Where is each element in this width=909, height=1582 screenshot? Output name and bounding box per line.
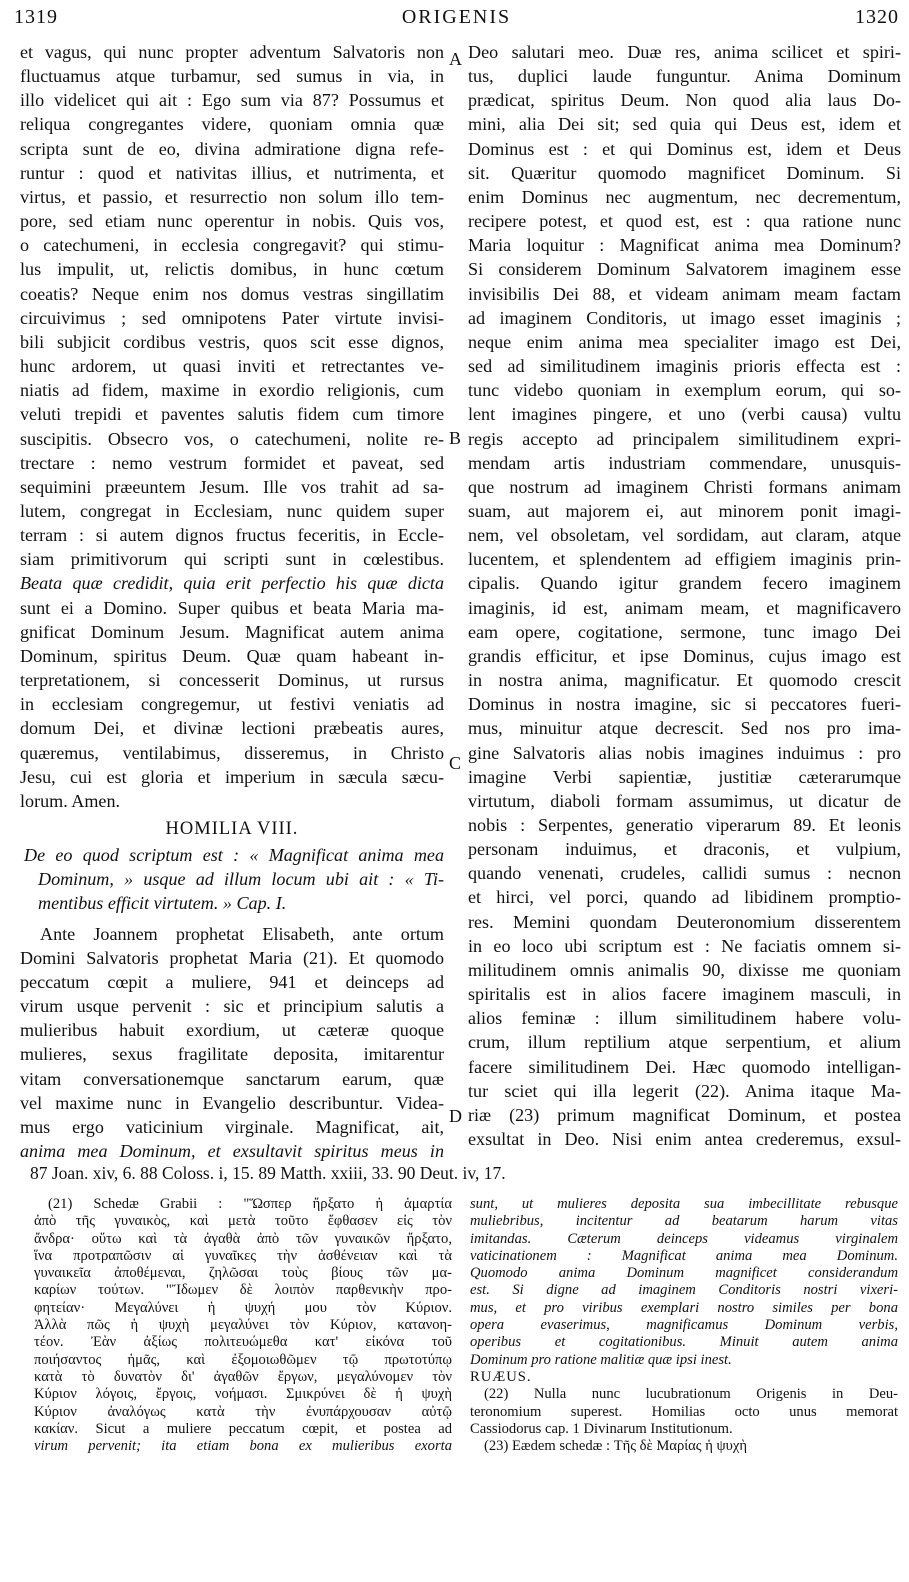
text-line: tur sciet qui illa legerit (22). Anima itaque Ma-	[468, 1080, 901, 1101]
text-line: quæremus, ventilabimus, disseremus, in Christo	[20, 742, 444, 763]
text-line: nobis : Serpentes, generatio viperarum 89. Et leonis	[468, 815, 901, 835]
text-line: invisibilis Dei 88, et videam animam meam factam	[468, 283, 901, 304]
text-line: domum Dei, et divinæ lectioni præbeatis aures,	[20, 718, 444, 739]
text-line: spiritalis est in alios facere imaginem masculi, in	[468, 984, 901, 1005]
text-line: anima mea Dominum, et exsultavit spiritus meus in	[20, 1141, 444, 1162]
text-line: lutem, congregat in Ecclesiam, nunc quidem super	[20, 500, 444, 521]
text-line: riæ (23) primum magnificat Dominum, et postea	[468, 1104, 901, 1125]
text-line: sed ad similitudinem imaginis prioris effecta est :	[468, 356, 901, 377]
text-line: suam, aut majorem ei, aut minorem ponit imagi-	[468, 500, 901, 521]
text-line: mendam artis industriam commendare, unusquis-	[468, 452, 901, 473]
text-line: mus, minuitur atque decrescit. Sed nos pro ima-	[468, 718, 901, 739]
margin-letter-c: C	[449, 753, 462, 773]
text-line: fluctuamus atque turbamur, sed sumus in via, in	[20, 66, 444, 87]
note-line: ἀπὸ τῆς γυναικὸς, καὶ μετὰ τοῦτο ἔφθασεν εἰς τὸν	[34, 1213, 452, 1230]
text-line: suscipitis. Obsecro vos, o catechumeni, nolite re-	[20, 428, 444, 449]
text-line: Maria loquitur : Magnificat anima mea Dominum?	[468, 235, 901, 256]
text-line: mini, alia Dei sit; sed quia qui Deus est, idem et	[468, 114, 901, 135]
page-header	[14, 6, 899, 34]
scripture-footnotes: 87 Joan. xiv, 6. 88 Coloss. i, 15. 89 Matth. xxiii, 33. 90 Deut. iv, 17.	[30, 1163, 506, 1183]
text-line: militudinem omnis animalis 90, dixisse me quoniam	[468, 959, 901, 980]
note-line: Cassiodorus cap. 1 Divinarum Institutionum.	[470, 1420, 733, 1437]
margin-letter-a: A	[449, 49, 462, 69]
text-line: gnificat Dominum Jesum. Magnificat autem anima	[20, 621, 444, 642]
text-line: Si considerem Dominum Salvatorem imaginem esse	[468, 259, 901, 280]
note-line: est. Si digne ad imaginem Conditoris nostri vixeri-	[470, 1282, 898, 1299]
text-line: pore, sed etiam nunc operentur in nobis. Quis vos,	[20, 211, 444, 232]
text-line: Deo salutari meo. Duæ res, anima scilicet et spiri-	[468, 42, 901, 62]
note-line: ποιήσαντος ἡμᾶς, καὶ ἐξομοιωθῶμεν τῷ πρωτοτύπῳ	[34, 1351, 452, 1368]
text-line: nem, vel obsoletam, vel sordidam, aut claram, atque	[468, 525, 901, 546]
text-line: coeatis? Neque enim nos domus vestras singillatim	[20, 283, 444, 304]
column-number-right: 1320	[855, 6, 899, 28]
text-line: mulieres, sexus fragilitate deposita, imitarentur	[20, 1044, 444, 1065]
text-line: lucentem, et splendentem ad effigiem imaginis prin-	[468, 549, 901, 570]
text-line: in nostra anima, magnificatur. Et quomodo crescit	[468, 670, 901, 691]
text-line: lent imagines pingere, et uno (verbi causa) vultu	[468, 404, 901, 425]
text-line: gine Salvatoris alias nobis imagines induimus : pro	[468, 742, 901, 763]
right-column	[468, 40, 901, 1151]
text-line: illo videlicet qui ait : Ego sum via 87? Possumus et	[20, 90, 444, 111]
text-line: Dominus in nostra imagine, sic si peccatores fueri-	[468, 694, 901, 715]
homily-subtitle-line: mentibus efficit virtutem. » Cap. I.	[38, 893, 287, 914]
note-line: ἄνδρα· οὕτω καὶ τὰ ἀγαθὰ ἀπὸ τῶν γυναικῶν ἤρξατο,	[34, 1230, 452, 1247]
note-line: muliebribus, incitentur ad beatarum harum vitas	[470, 1213, 898, 1230]
text-line: mulieribus habuit exordium, ut cæteræ quoque	[20, 1020, 444, 1041]
text-line: grandis efficitur, et ipse Dominus, cujus imago est	[468, 645, 901, 666]
text-line: vitam conversationemque sanctarum earum, quæ	[20, 1068, 444, 1089]
text-line: recipere potest, et quod est, est : qua ratione nunc	[468, 211, 901, 232]
text-line: enim Dominus nec augmentum, nec decrementum,	[468, 186, 901, 207]
text-line: mus ergo vaticinium virginale. Magnificat, ait,	[20, 1116, 444, 1137]
note-line: (21) Schedæ Grabii : "Ὥσπερ ἤρξατο ἡ ἁμαρτία	[48, 1196, 452, 1212]
note-line: sunt, ut mulieres deposita sua imbecillitate rebusque	[470, 1196, 898, 1212]
note-line: φητείαν· Μεγαλύνει ἡ ψυχή μου τὸν Κύριον.	[34, 1299, 452, 1316]
note-line: τέον. Ἐὰν ἀξίως πολιτευώμεθα κατ' εἰκόνα τοῦ	[34, 1334, 452, 1351]
text-line: reliqua congregantes videre, quoniam omnia quæ	[20, 114, 444, 135]
text-line: terram : si autem dignos fructus feceritis, in Eccle-	[20, 525, 444, 546]
notes-left	[34, 1196, 452, 1455]
note-line: Quomodo anima Dominum magnificet considerandum	[470, 1265, 898, 1282]
note-line: virum pervenit; ita etiam bona ex mulieribus exorta	[34, 1438, 452, 1455]
homily-subtitle-line: Dominum, » usque ad illum locum ubi ait : « Ti-	[38, 869, 444, 890]
note-line: Κύριον ἀναλόγως κατὰ τὴν ἐνυπάρχουσαν αὐτῷ	[34, 1403, 452, 1420]
text-line: hunc ardorem, ut quasi inviti et retrectantes ve-	[20, 356, 444, 377]
note-line: Κύριον λόγοις, ἔργοις, νοήμασι. Σμικρύνει δὲ ἡ ψυχὴ	[34, 1386, 452, 1403]
homily-subtitle-line: De eo quod scriptum est : « Magnificat anima mea	[24, 845, 444, 866]
text-line: et hirci, vel porci, quando ad libidinem promptio-	[468, 887, 901, 908]
note-line: (23) Eædem schedæ : Τῆς δὲ Μαρίας ἡ ψυχὴ	[484, 1438, 747, 1455]
margin-letter-b: B	[449, 428, 462, 448]
column-number-left: 1319	[14, 6, 58, 28]
note-line: imitandas. Cæterum deinceps videamus virginalem	[470, 1230, 898, 1247]
note-line: operibus et cogitationibus. Minuit autem anima	[470, 1334, 898, 1351]
text-line: scripta sunt de eo, divina admiratione digna refe-	[20, 138, 444, 159]
text-line: Dominum, spiritus Deum. Quæ quam habeant in-	[20, 645, 444, 666]
text-line: crum, illum reptilium atque serpentium, et alium	[468, 1032, 901, 1053]
text-line: lus impulit, ut, relictis domibus, in hunc cœtum	[20, 259, 444, 280]
text-line: neque enim anima mea specialiter imago est Dei,	[468, 331, 901, 352]
text-line: tunc videbo quoniam in exemplum eorum, qui so-	[468, 380, 901, 401]
running-title: ORIGENIS	[401, 6, 512, 28]
text-line: sunt ei a Domino. Super quibus et beata Maria ma-	[20, 597, 444, 618]
note-line: (22) Nulla nunc lucubrationum Origenis in Deu-	[484, 1386, 898, 1403]
text-line: runtur : quod et nativitas illius, et nutrimenta, et	[20, 162, 444, 183]
text-line: niatis ad fidem, maxime in exordio religionis, cum	[20, 380, 444, 401]
note-line: vaticinationem : Magnificat anima mea Dominum.	[470, 1247, 898, 1264]
text-line: Ante Joannem prophetat Elisabeth, ante ortum	[40, 923, 444, 944]
text-line: sequimini præeuntem Jesum. Ille vos trahit ad sa-	[20, 476, 444, 497]
note-line: καρίων τούτων. "Ἴδωμεν δὲ λοιπὸν παρθενικὴν προ-	[34, 1282, 452, 1299]
text-line: sit. Quæritur quomodo magnificet Dominum. Si	[468, 162, 901, 183]
text-line: bili subjicit cordibus vestris, quos scit esse dignos,	[20, 331, 444, 352]
homily-title: HOMILIA VIII.	[165, 819, 299, 839]
text-line: vel maxime nunc in Evangelio describuntur. Videa-	[20, 1092, 444, 1113]
note-line: κακίαν. Sicut a muliere peccatum cœpit, et postea ad	[34, 1420, 452, 1437]
text-line: terpretationem, si concesserit Dominus, ut rursus	[20, 670, 444, 691]
text-line: veluti trepidi et paventes salutis fidem cum timore	[20, 404, 444, 425]
text-line: cipalis. Quando igitur grandem fecero imaginem	[468, 573, 901, 594]
text-line: que nostrum ad imaginem Christi formans animam	[468, 476, 901, 497]
text-line: tus, duplici laude funguntur. Anima Dominum	[468, 66, 901, 87]
text-line: o catechumeni, in ecclesia congregavit? qui stimu-	[20, 235, 444, 256]
text-line: alios feminæ : illum similitudinem habere volu-	[468, 1008, 901, 1029]
text-line: Dominus est : et qui Dominus est, idem et Deus	[468, 138, 901, 159]
text-line: Beata quæ credidit, quia erit perfectio his quæ dicta	[20, 573, 444, 594]
text-line: prædicat, spiritus Deum. Non quod alia laus Do-	[468, 90, 901, 111]
text-line: exsultat in Deo. Nisi enim antea crederemus, exsul-	[468, 1129, 901, 1150]
text-line: siam primitivorum qui scripti sunt in cœlestibus.	[20, 549, 444, 570]
text-line: quando venenati, crudeles, callidi sumus : necnon	[468, 863, 901, 884]
notes-right	[470, 1196, 898, 1455]
text-line: imaginis, id est, animam meam, et magnificavero	[468, 597, 901, 618]
text-line: Jesu, cui est gloria et imperium in sæcula sæcu-	[20, 766, 444, 787]
text-line: virtus, et passio, et resurrectio non solum illo tem-	[20, 186, 444, 207]
text-line: eam opere, cogitatione, sermone, tunc imago Dei	[468, 621, 901, 642]
text-line: imagine Verbi sapientiæ, justitiæ cæterarumque	[468, 766, 901, 787]
text-line: regis accepto ad principalem similitudinem expri-	[468, 428, 901, 449]
text-line: in eo loco ubi scriptum est : Ne faciatis omnem si-	[468, 935, 901, 956]
note-line: Ἀλλὰ πῶς ἡ ψυχὴ μεγαλύνει τὸν Κύριον, κατανοη-	[34, 1317, 452, 1334]
note-line: opera evaserimus, magnificamus Dominum verbis,	[470, 1317, 898, 1334]
text-line: virtutum, diaboli formam assumimus, ut dicatur de	[468, 790, 901, 811]
left-column	[20, 40, 444, 1163]
text-line: personam induimus, et draconis, et vulpium,	[468, 839, 901, 860]
note-line: Dominum pro ratione malitiæ quæ ipsi inest.	[470, 1351, 732, 1368]
text-line: et vagus, qui nunc propter adventum Salvatoris non	[20, 42, 444, 62]
text-line: virum usque pervenit : sic et principium salutis a	[20, 996, 444, 1017]
text-line: facere similitudinem Dei. Hæc quomodo intelligan-	[468, 1056, 901, 1077]
text-line: peccatum cœpit a muliere, 941 et deinceps ad	[20, 971, 444, 992]
text-line: trectare : nemo vestrum formidet et paveat, sed	[20, 452, 444, 473]
note-line: ἵνα προτραπῶσιν αἱ γυναῖκες τὴν ἀσθένειαν καὶ τὰ	[34, 1247, 452, 1264]
note-line: mus, et pro viribus exemplari nostro similes per bona	[470, 1299, 898, 1316]
note-line: κατὰ τὸ δυνατὸν δι' ἀγαθῶν ἔργων, μεγαλύνομεν τὸν	[34, 1368, 452, 1385]
margin-letter-d: D	[449, 1106, 462, 1126]
text-line: in ecclesiam congregemur, ut festivi veniatis ad	[20, 694, 444, 715]
note-line: γυναικεῖα ἀποθέμεναι, ζηλῶσαι τοὺς βίους τῶν μα-	[34, 1265, 452, 1282]
text-line: ad imaginem Conditoris, ut imago esset imaginis ;	[468, 307, 901, 328]
text-line: Domini Salvatoris prophetat Maria (21). Et quomodo	[20, 947, 444, 968]
text-line: res. Memini quondam Deuteronomium disserentem	[468, 911, 901, 932]
note-signature: RUÆUS.	[470, 1368, 532, 1385]
text-line: lorum. Amen.	[20, 790, 121, 811]
note-line: teronomium superest. Homilias octo unus memorat	[470, 1403, 898, 1420]
text-line: circuivimus ; sed omnipotens Pater virtute invisi-	[20, 307, 444, 328]
